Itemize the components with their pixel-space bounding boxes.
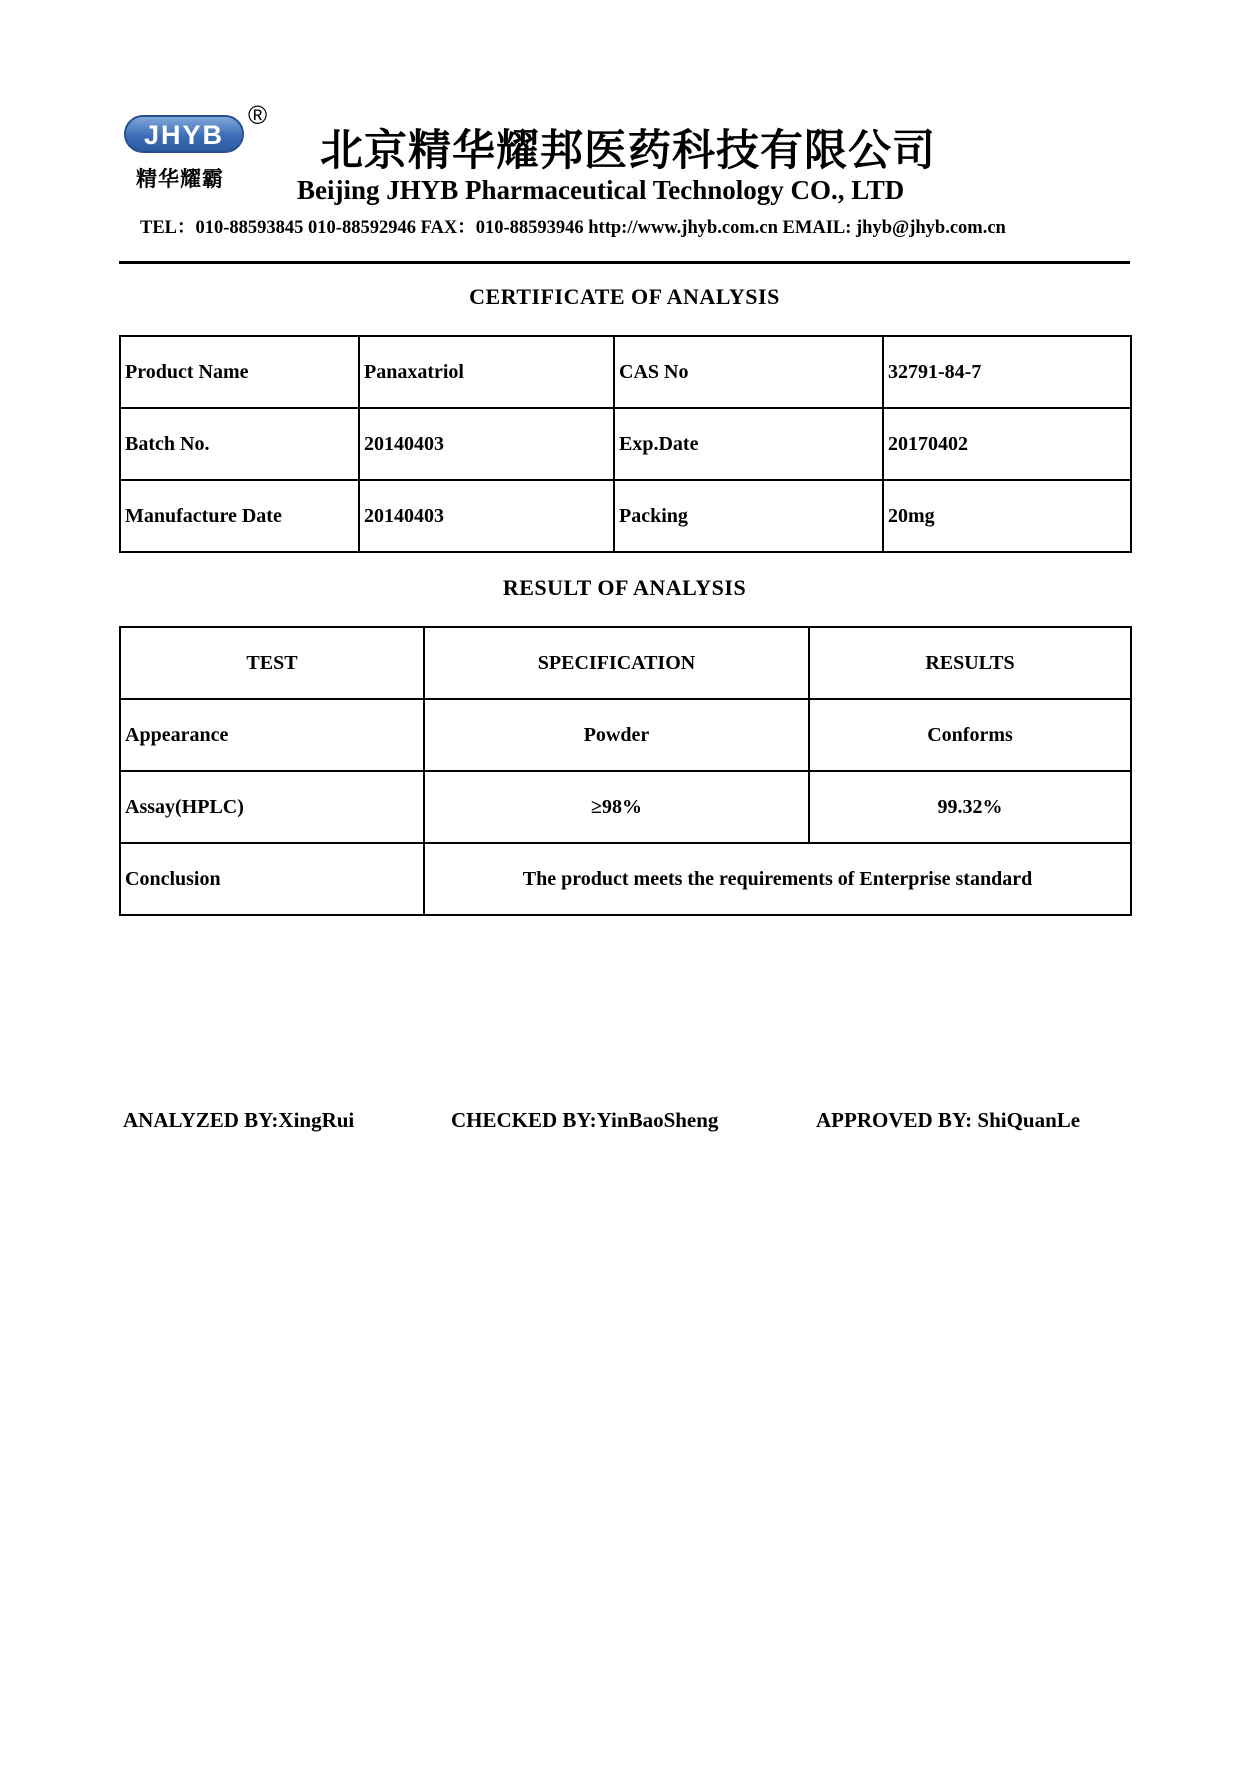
certificate-title: CERTIFICATE OF ANALYSIS bbox=[469, 284, 780, 309]
contact-line: TEL：010-88593845 010-88592946 FAX：010-88593946 http://www.jhyb.com.cn EMAIL: jhyb@jhyb.com.cn bbox=[140, 218, 1006, 238]
table-row bbox=[120, 771, 1131, 843]
specification-value: Powder bbox=[424, 699, 809, 771]
packing-value: 20mg bbox=[883, 480, 1131, 552]
logo-chinese-name: 精华耀霸 bbox=[136, 167, 224, 191]
table-row bbox=[120, 336, 1131, 408]
batch-no-label: Batch No. bbox=[120, 408, 359, 480]
specification-value: ≥98% bbox=[424, 771, 809, 843]
result-title: RESULT OF ANALYSIS bbox=[502, 575, 747, 600]
manufacture-date-value: 20140403 bbox=[359, 480, 614, 552]
table-header-row bbox=[120, 627, 1131, 699]
product-name-label: Product Name bbox=[120, 336, 359, 408]
conclusion-row bbox=[120, 843, 1131, 915]
test-header: TEST bbox=[120, 627, 424, 699]
product-info-table bbox=[119, 335, 1132, 553]
packing-label: Packing bbox=[614, 480, 883, 552]
registered-mark: ® bbox=[248, 100, 268, 130]
manufacture-date-label: Manufacture Date bbox=[120, 480, 359, 552]
result-value: Conforms bbox=[809, 699, 1131, 771]
company-name-english: Beijing JHYB Pharmaceutical Technology CO., LTD bbox=[297, 175, 905, 205]
conclusion-label: Conclusion bbox=[120, 843, 424, 915]
conclusion-text: The product meets the requirements of Enterprise standard bbox=[424, 843, 1131, 915]
logo-text: JHYB bbox=[143, 120, 225, 150]
exp-date-label: Exp.Date bbox=[614, 408, 883, 480]
specification-header: SPECIFICATION bbox=[424, 627, 809, 699]
table-row bbox=[120, 480, 1131, 552]
cas-no-label: CAS No bbox=[614, 336, 883, 408]
letterhead bbox=[0, 0, 1241, 270]
table-row bbox=[120, 408, 1131, 480]
batch-no-value: 20140403 bbox=[359, 408, 614, 480]
results-header: RESULTS bbox=[809, 627, 1131, 699]
product-name-value: Panaxatriol bbox=[359, 336, 614, 408]
result-table bbox=[119, 626, 1132, 916]
cas-no-value: 32791-84-7 bbox=[883, 336, 1131, 408]
test-name: Assay(HPLC) bbox=[120, 771, 424, 843]
analyzed-by: ANALYZED BY:XingRui bbox=[123, 1108, 355, 1132]
result-value: 99.32% bbox=[809, 771, 1131, 843]
company-name-chinese: 北京精华耀邦医药科技有限公司 bbox=[320, 126, 936, 176]
company-logo bbox=[122, 100, 268, 202]
header-divider bbox=[119, 261, 1130, 264]
approved-by: APPROVED BY: ShiQuanLe bbox=[816, 1108, 1081, 1132]
table-row bbox=[120, 699, 1131, 771]
logo-badge bbox=[124, 115, 244, 153]
test-name: Appearance bbox=[120, 699, 424, 771]
checked-by: CHECKED BY:YinBaoSheng bbox=[451, 1108, 719, 1132]
exp-date-value: 20170402 bbox=[883, 408, 1131, 480]
